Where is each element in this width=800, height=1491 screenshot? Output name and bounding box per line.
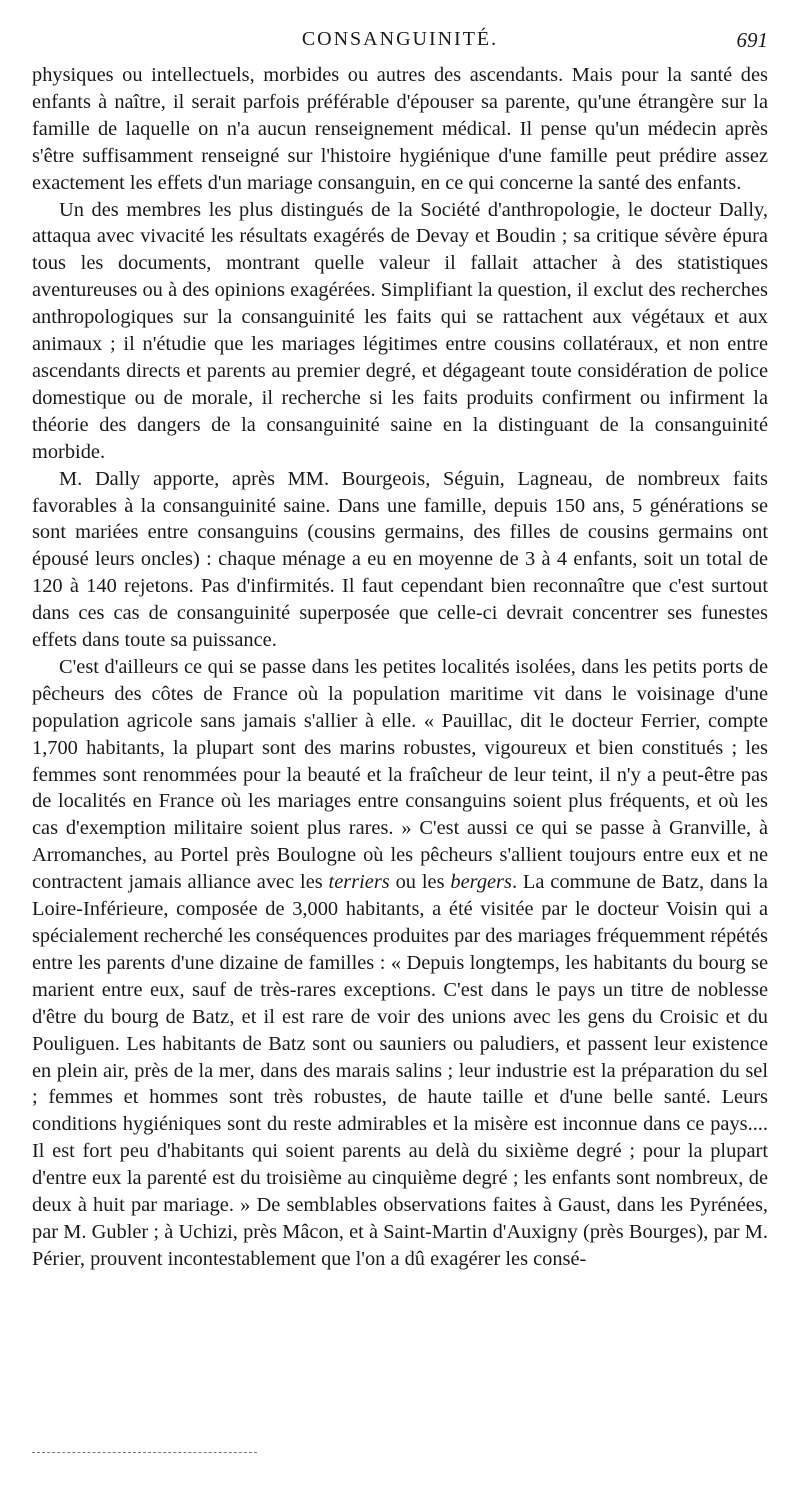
paragraph-1 [32, 62, 768, 197]
italic-term-bergers: bergers [450, 871, 512, 894]
text-run: physiques ou intellectuels, morbides ou autres des ascendants. Mais pour la santé des enfants à naître, il serait parfois préférable d'épouser sa parente, qu'une étrangère sur la famille de laquelle on n'a aucun renseignement médical. Il pense qu'un médecin après s'être suffisamment renseigné sur l'histoire hygiénique d'une famille peut prédire assez exactement les effets d'un mariage consanguin, en ce qui concerne la santé des enfants. [32, 64, 768, 194]
running-head [32, 28, 768, 58]
paragraph-2 [32, 197, 768, 466]
italic-term-terriers: terriers [328, 871, 390, 894]
running-title: CONSANGUINITÉ. [301, 28, 499, 50]
paragraph-3 [32, 466, 768, 654]
footer-rule [32, 1452, 257, 1453]
body-text [32, 62, 768, 1273]
text-run: ou les [389, 871, 451, 894]
text-run: C'est d'ailleurs ce qui se passe dans les petites localités isolées, dans les petits ports de pêcheurs des côtes de France où la population maritime vit dans le voisinage d'une population agricole sans jamais s'allier à elle. « Pauillac, dit le docteur Ferrier, compte 1,700 habitants, la plupart sont des marins robustes, vigoureux et bien constitués ; les femmes sont renommées pour la beauté et la fraîcheur de leur teint, il n'y a peut-être pas de localités en France où les mariages entre consanguins soient plus fréquents, et où les cas d'exemption militaire soient plus rares. » C'est aussi ce qui se passe à Granville, à Arromanches, au Portel près Boulogne où les pêcheurs s'allient toujours entre eux et ne contractent jamais alliance avec les [32, 655, 768, 894]
text-run: M. Dally apporte, après MM. Bourgeois, Séguin, Lagneau, de nombreux faits favorables à la consanguinité saine. Dans une famille, depuis 150 ans, 5 générations se sont mariées entre consanguins (cousins germains, des filles de cousins germains ont épousé leurs oncles) : chaque ménage a eu en moyenne de 3 à 4 enfants, soit un total de 120 à 140 rejetons. Pas d'infirmités. Il faut cependant bien reconnaître que c'est surtout dans ces cas de consanguinité superposée que celle-ci devrait concentrer ses funestes effets dans toute sa puissance. [32, 467, 768, 652]
text-run: Un des membres les plus distingués de la Société d'anthropologie, le docteur Dally, attaqua avec vivacité les résultats exagérés de Devay et Boudin ; sa critique sévère épura tous les documents, montrant quelle valeur il fallait attacher à des statistiques aventureuses ou à des opinions exagérées. Simplifiant la question, il exclut des recherches anthropologiques sur la consanguinité les faits qui se rattachent aux végétaux et aux animaux ; il n'étudie que les mariages légitimes entre cousins collatéraux, et non entre ascendants directs et parents au premier degré, et dégageant toute considération de police domestique ou de morale, il recherche si les faits produits confirment ou infirment la théorie des dangers de la consanguinité saine en la distinguant de la consanguinité morbide. [32, 198, 768, 463]
paragraph-4 [32, 654, 768, 1273]
text-run: . La commune de Batz, dans la Loire-Inférieure, composée de 3,000 habitants, a été visitée par le docteur Voisin qui a spécialement recherché les conséquences produites par des mariages fréquemment répétés entre les parents d'une dizaine de familles : « Depuis longtemps, les habitants du bourg se marient entre eux, sauf de très-rares exceptions. C'est dans le pays un titre de noblesse d'être du bourg de Batz, et il est rare de voir des unions avec les gens du Croisic et du Pouliguen. Les habitants de Batz sont ou sauniers ou paludiers, et passent leur existence en plein air, près de la mer, dans des marais salins ; leur industrie est la préparation du sel ; femmes et hommes sont très robustes, de haute taille et d'une belle santé. Leurs conditions hygiéniques sont du reste admirables et la misère est inconnue dans ce pays.... Il est fort peu d'habitants qui soient parents au delà du sixième degré ; pour la plupart d'entre eux la parenté est du troisième au cinquième degré ; les enfants sont nombreux, de deux à huit par mariage. » De semblables observations faites à Gaust, dans les Pyrénées, par M. Gubler ; à Uchizi, près Mâcon, et à Saint-Martin d'Auxigny (près Bourges), par M. Périer, prouvent incontestablement que l'on a dû exagérer les consé- [32, 871, 768, 1270]
page-number: 691 [736, 28, 768, 52]
